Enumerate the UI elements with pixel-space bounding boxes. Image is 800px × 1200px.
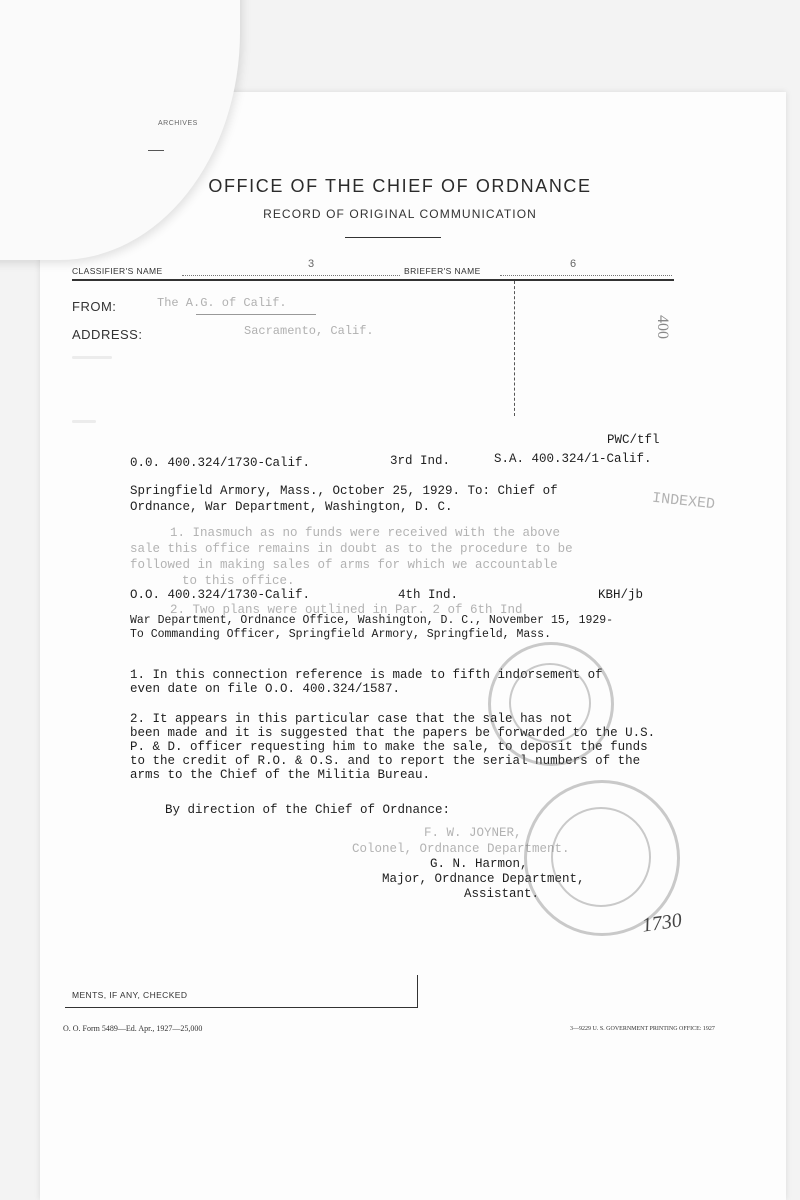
address-label: ADDRESS: (72, 327, 143, 342)
address-line-1: War Department, Ordnance Office, Washington, D. C., November 15, 1929- (130, 614, 614, 627)
archive-mark: ARCHIVES (158, 120, 198, 127)
ghost-line-4: to this office. (182, 574, 295, 588)
document-page (40, 92, 786, 1200)
indorsement-number: 3rd Ind. (390, 454, 451, 468)
paragraph-2-line-5: arms to the Chief of the Militia Bureau. (130, 768, 431, 782)
form-smudge (72, 420, 96, 423)
printer-imprint: 3—9229 U. S. GOVERNMENT PRINTING OFFICE: 1927 (570, 1026, 715, 1032)
signature-1-name: F. W. JOYNER, (424, 826, 522, 840)
typist-initials: PWC/tfl (607, 433, 660, 447)
paragraph-1-line-2: even date on file O.O. 400.324/1587. (130, 682, 401, 696)
received-seal (488, 642, 614, 766)
ghost-line-3: followed in making sales of arms for which we accountable (130, 558, 558, 572)
header-rule (72, 279, 674, 281)
file-number-left-2: O.O. 400.324/1730-Calif. (130, 588, 311, 602)
origin-line-1: Springfield Armory, Mass., October 25, 1929. To: Chief of (130, 484, 558, 498)
ghost-paragraph-2: 2. Two plans were outlined in Par. 2 of 6th Ind (170, 603, 523, 617)
paragraph-2-line-2: been made and it is suggested that the papers be forwarded to the U.S. (130, 726, 656, 740)
ghost-line-1: 1. Inasmuch as no funds were received with the above (170, 526, 561, 540)
file-number-left: 0.0. 400.324/1730-Calif. (130, 456, 311, 470)
origin-line-2: Ordnance, War Department, Washington, D. C. (130, 500, 453, 514)
direction-line: By direction of the Chief of Ordnance: (165, 803, 451, 817)
briefer-dots (500, 275, 672, 276)
typist-initials-2: KBH/jb (598, 588, 644, 602)
paragraph-2-line-1: 2. It appears in this particular case that the sale has not (130, 712, 573, 726)
briefer-label: BRIEFER'S NAME (404, 266, 481, 276)
classifier-value: 3 (308, 258, 315, 270)
signature-2-name: G. N. Harmon, (430, 857, 528, 871)
signature-2-title: Major, Ordnance Department, (382, 872, 585, 886)
file-annotation: 1730 (640, 909, 684, 937)
address-value: Sacramento, Calif. (244, 324, 374, 338)
classifier-dots (182, 275, 400, 276)
paragraph-2-line-3: P. & D. officer requesting him to make the sale, to deposit the funds (130, 740, 648, 754)
ghost-line-2: sale this office remains in doubt as to the procedure to be (130, 542, 573, 556)
classifier-label: CLASSIFIER'S NAME (72, 266, 163, 276)
paragraph-1-line-1: 1. In this connection reference is made to fifth indorsement of (130, 668, 603, 682)
from-value: The A.G. of Calif. (157, 296, 287, 310)
signature-1-title: Colonel, Ordnance Department. (352, 842, 570, 856)
paragraph-2-line-4: to the credit of R.O. & O.S. and to report the serial numbers of the (130, 754, 641, 768)
from-underline (196, 314, 316, 315)
from-label: FROM: (72, 299, 117, 314)
document-subtitle: RECORD OF ORIGINAL COMMUNICATION (263, 207, 537, 221)
signature-2-role: Assistant. (464, 887, 540, 901)
file-number-right: S.A. 400.324/1-Calif. (494, 452, 652, 466)
document-title: OFFICE OF THE CHIEF OF ORDNANCE (208, 176, 592, 196)
form-smudge (72, 356, 112, 359)
side-annotation: 400 (654, 315, 671, 339)
address-line-2: To Commanding Officer, Springfield Armory, Springfield, Mass. (130, 628, 551, 641)
title-rule (345, 237, 441, 238)
form-number: O. O. Form 5489—Ed. Apr., 1927—25,000 (63, 1024, 203, 1033)
indexed-stamp: INDEXED (651, 489, 716, 514)
footer-box-text: MENTS, IF ANY, CHECKED (72, 990, 188, 1000)
briefer-value: 6 (570, 258, 577, 270)
indorsement-number-2: 4th Ind. (398, 588, 459, 602)
archive-underline (148, 150, 164, 151)
column-divider (514, 281, 515, 416)
